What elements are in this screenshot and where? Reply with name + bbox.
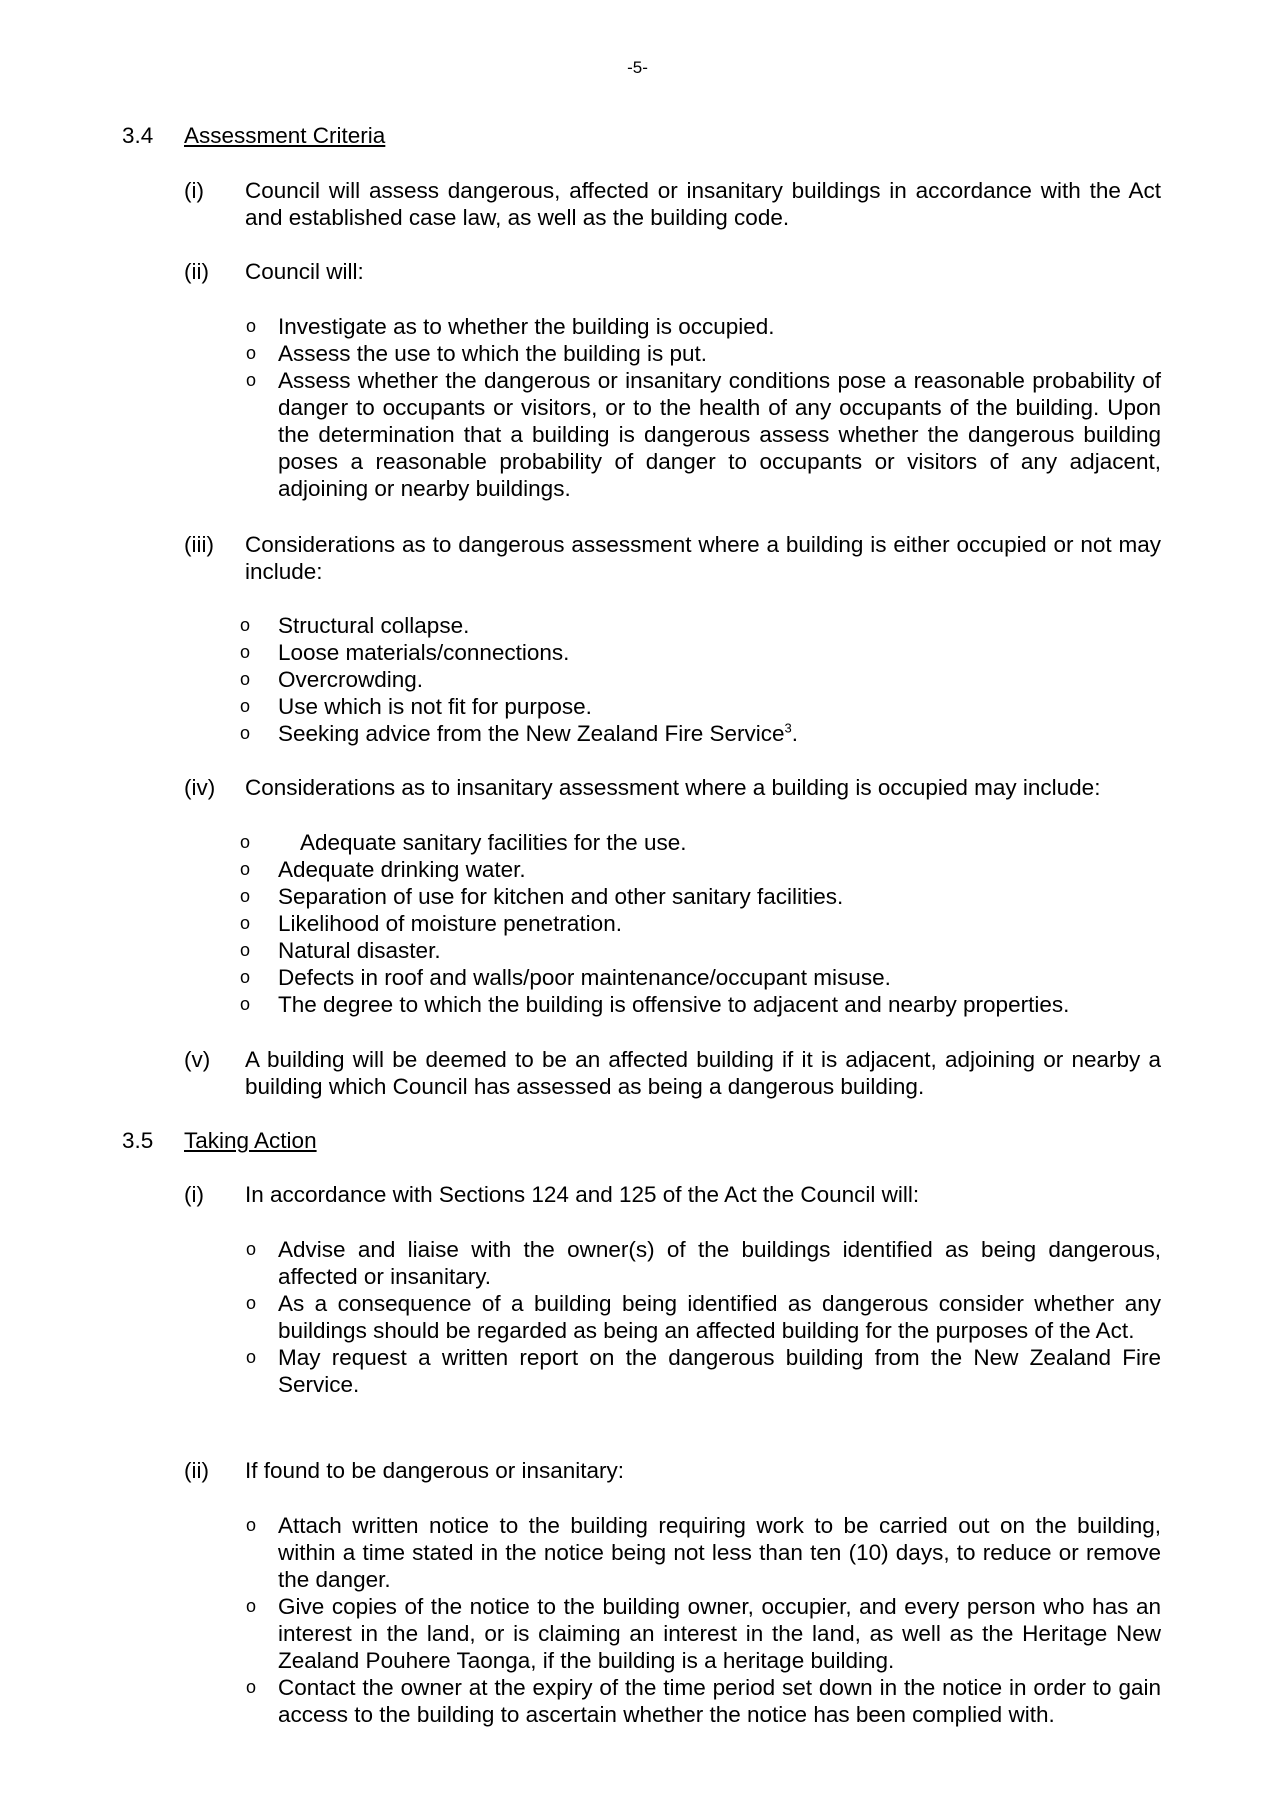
item-text: Considerations as to dangerous assessment where a building is either occupied or not may include: bbox=[245, 532, 1161, 584]
bullet-marker: o bbox=[240, 886, 251, 906]
bullet-marker: o bbox=[240, 967, 251, 987]
bullet-marker: o bbox=[246, 343, 257, 363]
bullet-text: Use which is not fit for purpose. bbox=[278, 694, 592, 719]
list-item bbox=[236, 1512, 1161, 1593]
list-item bbox=[236, 639, 1161, 666]
criteria-ii-bullet-list bbox=[236, 313, 1161, 502]
section-title: Taking Action bbox=[184, 1128, 317, 1153]
item-label: (i) bbox=[184, 178, 204, 203]
item-text: In accordance with Sections 124 and 125 of the Act the Council will: bbox=[245, 1182, 920, 1207]
item-text: A building will be deemed to be an affected building if it is adjacent, adjoining or nearby a building which Council has assessed as being a dangerous building. bbox=[245, 1047, 1161, 1099]
bullet-marker: o bbox=[240, 696, 251, 716]
criteria-item-v bbox=[184, 1046, 1161, 1100]
section-number: 3.4 bbox=[122, 123, 154, 148]
criteria-item-iii bbox=[184, 531, 1161, 585]
list-item bbox=[236, 313, 1161, 340]
item-text: Council will assess dangerous, affected or insanitary buildings in accordance with the Act and established case law, as well as the building code. bbox=[245, 178, 1161, 230]
bullet-text: Advise and liaise with the owner(s) of the buildings identified as being dangerous, affected or insanitary. bbox=[278, 1237, 1161, 1289]
bullet-marker: o bbox=[240, 994, 251, 1014]
bullet-marker: o bbox=[246, 316, 257, 336]
bullet-text: Overcrowding. bbox=[278, 667, 424, 692]
bullet-marker: o bbox=[240, 615, 251, 635]
list-item bbox=[236, 1344, 1161, 1398]
bullet-marker: o bbox=[246, 1596, 257, 1616]
list-item bbox=[236, 937, 1161, 964]
item-label: (ii) bbox=[184, 259, 209, 284]
bullet-marker: o bbox=[246, 1515, 257, 1535]
footnote-reference: 3 bbox=[784, 720, 792, 736]
bullet-text: Assess the use to which the building is put. bbox=[278, 341, 707, 366]
bullet-marker: o bbox=[240, 723, 251, 743]
action-ii-bullet-list bbox=[236, 1512, 1161, 1728]
item-text: Considerations as to insanitary assessment where a building is occupied may include: bbox=[245, 775, 1101, 800]
criteria-iii-bullet-list bbox=[236, 612, 1161, 747]
criteria-item-iv bbox=[184, 774, 1161, 801]
bullet-text: Natural disaster. bbox=[278, 938, 441, 963]
list-item bbox=[236, 883, 1161, 910]
item-label: (v) bbox=[184, 1047, 211, 1072]
bullet-marker: o bbox=[240, 913, 251, 933]
bullet-marker: o bbox=[246, 1677, 257, 1697]
item-label: (iii) bbox=[184, 532, 214, 557]
list-item bbox=[236, 666, 1161, 693]
bullet-text: Contact the owner at the expiry of the time period set down in the notice in order to gain access to the building to ascertain whether the notice has been complied with. bbox=[278, 1675, 1161, 1727]
criteria-iv-bullet-list bbox=[236, 829, 1161, 1018]
list-item bbox=[236, 964, 1161, 991]
section-number: 3.5 bbox=[122, 1128, 154, 1153]
item-text: If found to be dangerous or insanitary: bbox=[245, 1458, 624, 1483]
bullet-marker: o bbox=[246, 1293, 257, 1313]
section-3-5-heading bbox=[122, 1127, 317, 1154]
list-item bbox=[236, 693, 1161, 720]
criteria-item-ii bbox=[184, 258, 1161, 285]
list-item bbox=[236, 340, 1161, 367]
item-label: (i) bbox=[184, 1182, 204, 1207]
bullet-marker: o bbox=[240, 669, 251, 689]
bullet-text: Seeking advice from the New Zealand Fire Service bbox=[278, 721, 785, 746]
bullet-text: Loose materials/connections. bbox=[278, 640, 570, 665]
list-item bbox=[236, 1674, 1161, 1728]
item-label: (ii) bbox=[184, 1458, 209, 1483]
bullet-text: Attach written notice to the building requiring work to be carried out on the building, within a time stated in the notice being not less than ten (10) days, to reduce or remove the danger. bbox=[278, 1513, 1161, 1592]
bullet-text: Likelihood of moisture penetration. bbox=[278, 911, 622, 936]
section-3-4-heading bbox=[122, 122, 385, 149]
section-title: Assessment Criteria bbox=[184, 123, 386, 148]
bullet-text: Defects in roof and walls/poor maintenance/occupant misuse. bbox=[278, 965, 891, 990]
bullet-text-end: . bbox=[791, 721, 798, 746]
bullet-text: Investigate as to whether the building is occupied. bbox=[278, 314, 775, 339]
bullet-marker: o bbox=[240, 940, 251, 960]
bullet-text: The degree to which the building is offensive to adjacent and nearby properties. bbox=[278, 992, 1070, 1017]
list-item bbox=[236, 910, 1161, 937]
bullet-text: Structural collapse. bbox=[278, 613, 470, 638]
action-item-i bbox=[184, 1181, 1161, 1208]
list-item bbox=[236, 991, 1161, 1018]
list-item bbox=[236, 1290, 1161, 1344]
list-item bbox=[236, 367, 1161, 502]
bullet-text: Give copies of the notice to the building owner, occupier, and every person who has an interest in the land, or is claiming an interest in the land, as well as the Heritage New Zealand Pouhere Taonga, if the building is a heritage building. bbox=[278, 1594, 1161, 1673]
bullet-marker: o bbox=[246, 370, 257, 390]
list-item bbox=[236, 829, 1161, 856]
list-item bbox=[236, 1593, 1161, 1674]
bullet-text: Assess whether the dangerous or insanitary conditions pose a reasonable probability of danger to occupants or visitors, or to the health of any occupants of the building. Upon the determination that a building is dangerous assess whether the dangerous building poses a reasonable probability of danger to occupants or visitors of any adjacent, adjoining or nearby buildings. bbox=[278, 368, 1161, 501]
item-text: Council will: bbox=[245, 259, 364, 284]
bullet-marker: o bbox=[240, 642, 251, 662]
bullet-marker: o bbox=[246, 1347, 257, 1367]
bullet-marker: o bbox=[246, 1239, 257, 1259]
criteria-item-i bbox=[184, 177, 1161, 231]
bullet-text: As a consequence of a building being identified as dangerous consider whether any buildings should be regarded as being an affected building for the purposes of the Act. bbox=[278, 1291, 1161, 1343]
page-number: -5- bbox=[627, 58, 648, 77]
list-item bbox=[236, 1236, 1161, 1290]
bullet-marker: o bbox=[240, 832, 251, 852]
list-item bbox=[236, 720, 1161, 747]
bullet-text: Adequate sanitary facilities for the use. bbox=[300, 830, 687, 855]
list-item bbox=[236, 612, 1161, 639]
bullet-marker: o bbox=[240, 859, 251, 879]
bullet-text: Adequate drinking water. bbox=[278, 857, 526, 882]
bullet-text: May request a written report on the dangerous building from the New Zealand Fire Service. bbox=[278, 1345, 1161, 1397]
list-item bbox=[236, 856, 1161, 883]
action-item-ii bbox=[184, 1457, 1161, 1484]
action-i-bullet-list bbox=[236, 1236, 1161, 1398]
bullet-text: Separation of use for kitchen and other sanitary facilities. bbox=[278, 884, 844, 909]
item-label: (iv) bbox=[184, 775, 216, 800]
